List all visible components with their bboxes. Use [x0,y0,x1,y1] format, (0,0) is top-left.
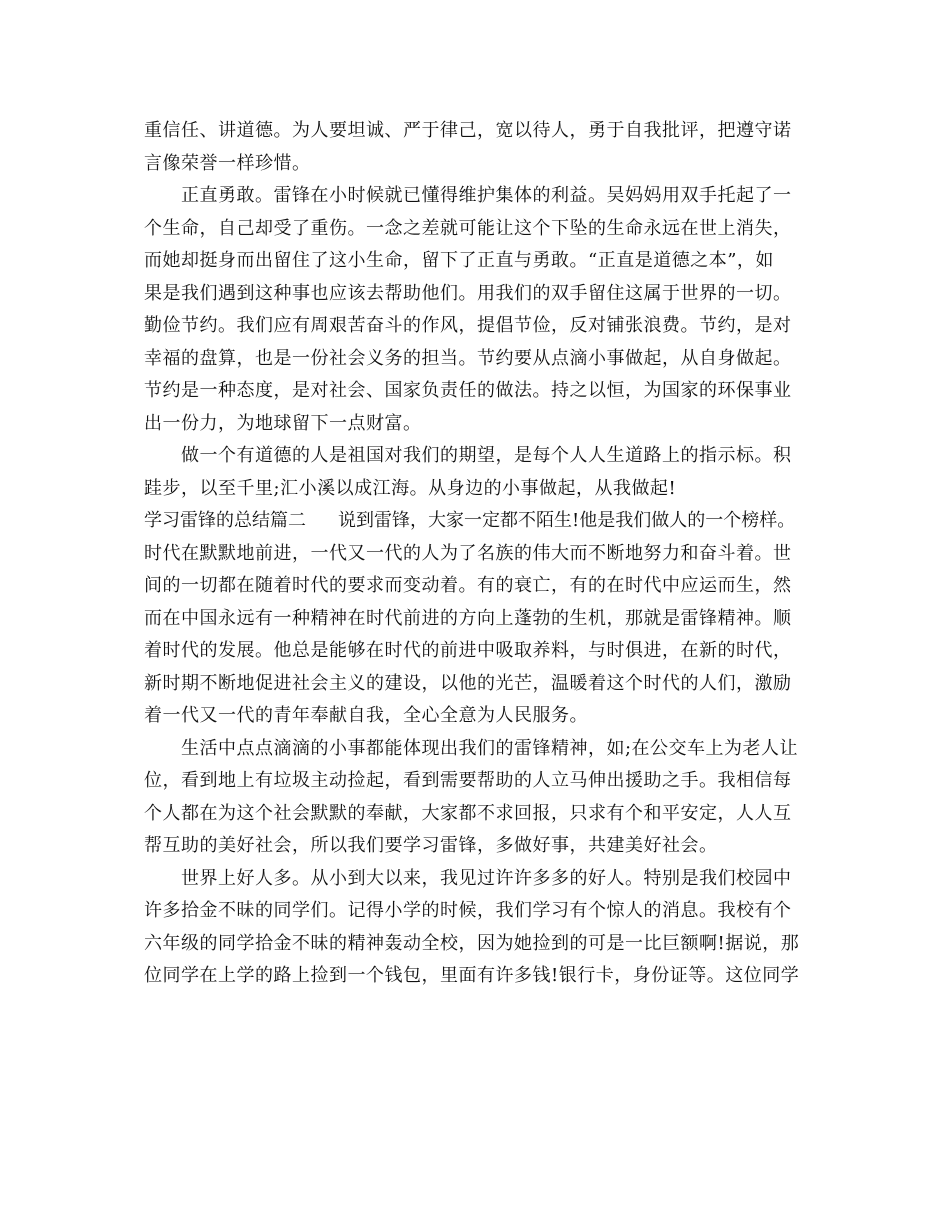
paragraph-line: 新时期不断地促进社会主义的建设，以他的光芒，温暖着这个时代的人们，激励 [144,672,792,694]
paragraph-line: 做一个有道德的人是祖国对我们的期望，是每个人人生道路上的指示标。积 [181,445,792,466]
paragraph-line: 出一份力，为地球留下一点财富。 [144,412,422,434]
paragraph-line: 节约是一种态度，是对社会、国家负责任的做法。持之以恒，为国家的环保事业 [144,380,792,401]
paragraph-line: 言像荣誉一样珍惜。 [144,152,311,174]
paragraph-line: 勤俭节约。我们应有周艰苦奋斗的作风，提倡节俭，反对铺张浪费。节约，是对 [144,315,792,336]
paragraph-line: 时代在默默地前进，一代又一代的人为了名族的伟大而不断地努力和奋斗着。世 [144,542,792,564]
paragraph-line: 生活中点点滴滴的小事都能体现出我们的雷锋精神，如;在公交车上为老人让 [181,737,799,759]
paragraph-line: 位同学在上学的路上捡到一个钱包，里面有许多钱!银行卡，身份证等。这位同学 [144,965,800,986]
paragraph-line: 着时代的发展。他总是能够在时代的前进中吸取养料，与时俱进，在新的时代， [144,640,792,661]
paragraph-line: 帮互助的美好社会，所以我们要学习雷锋，多做好事，共建美好社会。 [144,835,718,856]
paragraph-line: 着一代又一代的青年奉献自我，全心全意为人民服务。 [144,705,588,726]
document-body [144,115,844,993]
paragraph-line: 而在中国永远有一种精神在时代前进的方向上蓬勃的生机，那就是雷锋精神。顺 [144,607,792,629]
paragraph-line: 幸福的盘算，也是一份社会义务的担当。节约要从点滴小事做起，从自身做起。 [144,347,792,369]
paragraph-line: 位，看到地上有垃圾主动捡起，看到需要帮助的人立马伸出援助之手。我相信每 [144,770,792,791]
paragraph-line: 个人都在为这个社会默默的奉献，大家都不求回报，只求有个和平安定，人人互 [144,802,792,824]
paragraph-line: 间的一切都在随着时代的要求而变动着。有的衰亡，有的在时代中应运而生，然 [144,575,792,596]
paragraph-line: 跬步，以至千里;汇小溪以成江海。从身边的小事做起，从我做起! [144,477,677,499]
paragraph-line: 果是我们遇到这种事也应该去帮助他们。用我们的双手留住这属于世界的一切。 [144,282,792,304]
paragraph-line: 六年级的同学拾金不昧的精神轰动全校，因为她捡到的可是一比巨额啊!据说，那 [144,932,800,954]
paragraph-line: 重信任、讲道德。为人要坦诚、严于律己，宽以待人，勇于自我批评，把遵守诺 [144,120,792,141]
paragraph-line: 许多拾金不昧的同学们。记得小学的时候，我们学习有个惊人的消息。我校有个 [144,900,792,921]
paragraph-line: 正直勇敢。雷锋在小时候就已懂得维护集体的利益。吴妈妈用双手托起了一 [181,185,792,206]
paragraph-line: 个生命，自己却受了重伤。一念之差就可能让这个下坠的生命永远在世上消失， [144,217,792,239]
section-heading-text: 说到雷锋，大家一定都不陌生!他是我们做人的一个榜样。 [338,510,796,531]
section-heading-title: 学习雷锋的总结篇二 [144,510,306,531]
paragraph-line: 世界上好人多。从小到大以来，我见过许许多多的好人。特别是我们校园中 [181,867,792,889]
paragraph-line: 而她却挺身而出留住了这小生命，留下了正直与勇敢。“正直是道德之本”，如 [144,250,774,271]
section-heading-line [144,505,844,538]
